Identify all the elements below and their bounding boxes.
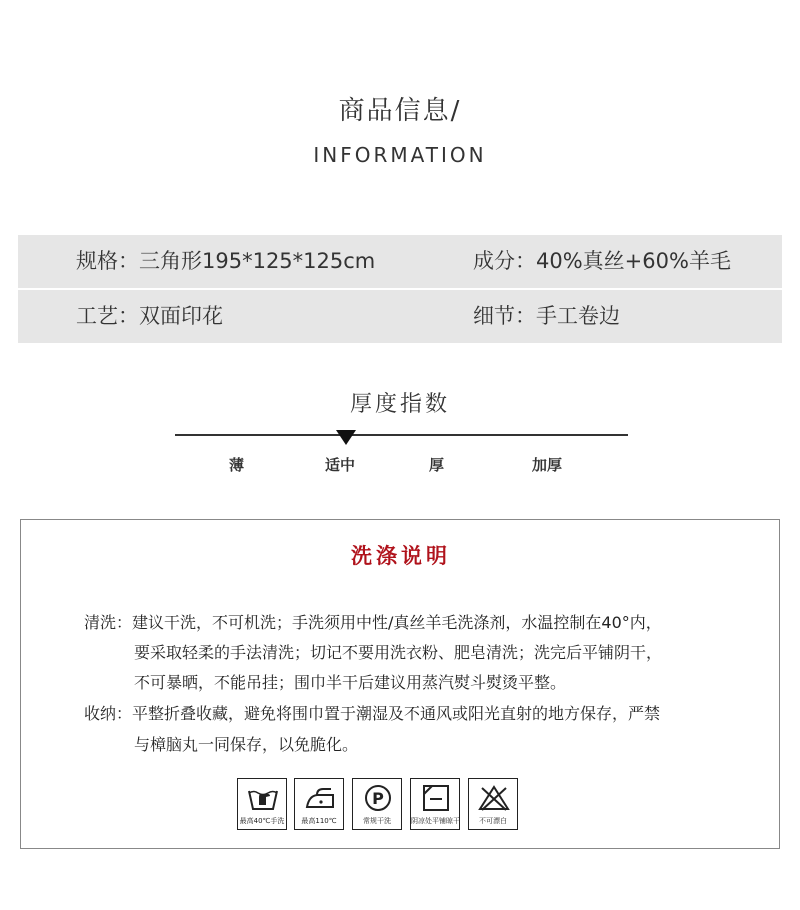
care-no-bleach: [468, 778, 518, 830]
dry-clean-icon: [361, 783, 395, 813]
care-iron: [294, 778, 344, 830]
care-caption-no-bleach: 不可漂白: [479, 817, 507, 825]
title-english: INFORMATION: [313, 143, 487, 167]
care-flat-dry-shade: [410, 778, 460, 830]
thickness-level-thick: 厚: [429, 456, 445, 474]
thickness-marker-icon: [336, 430, 356, 445]
care-caption-hand-wash: 最高40℃手洗: [239, 817, 285, 825]
wash-clean-line-2: 要采取轻柔的手法清洗；切记不要用洗衣粉、肥皂清洗；洗完后平铺阴干，: [134, 643, 663, 662]
care-caption-flat-dry-shade: 阴凉处平铺晾干: [411, 817, 460, 825]
care-caption-iron: 最高110℃: [301, 817, 337, 825]
washing-instructions-box: [20, 519, 780, 849]
care-caption-dry-clean: 常规干洗: [363, 817, 391, 825]
thickness-level-extra-thick: 加厚: [532, 456, 563, 474]
no-bleach-icon: [477, 783, 511, 813]
washing-title: 洗涤说明: [351, 544, 451, 568]
iron-icon: [303, 783, 337, 813]
svg-text:P: P: [372, 789, 384, 808]
care-hand-wash: [237, 778, 287, 830]
spec-detail: 细节：手工卷边: [473, 304, 620, 328]
spec-craft: 工艺：双面印花: [76, 304, 223, 328]
spec-row-2: [18, 290, 782, 343]
wash-clean-line-1: 清洗：建议干洗，不可机洗；手洗须用中性/真丝羊毛洗涤剂，水温控制在40°内，: [84, 613, 662, 632]
thickness-level-thin: 薄: [229, 456, 245, 474]
hand-wash-icon: [246, 783, 280, 813]
spec-size: 规格：三角形195*125*125cm: [76, 249, 376, 273]
wash-store-line-2: 与樟脑丸一同保存，以免脆化。: [134, 735, 359, 754]
thickness-title: 厚度指数: [349, 392, 450, 417]
wash-clean-line-3: 不可暴晒，不能吊挂；围巾半干后建议用蒸汽熨斗熨烫平整。: [134, 673, 567, 692]
title-chinese: 商品信息/: [338, 96, 462, 126]
spec-composition: 成分：40%真丝+60%羊毛: [473, 249, 731, 273]
spec-row-1: [18, 235, 782, 288]
thickness-scale-line: [175, 434, 628, 436]
thickness-level-medium: 适中: [325, 456, 356, 474]
care-dry-clean: [352, 778, 402, 830]
flat-dry-shade-icon: [419, 783, 453, 813]
wash-store-line-1: 收纳：平整折叠收藏，避免将围巾置于潮湿及不通风或阳光直射的地方保存，严禁: [84, 704, 661, 723]
